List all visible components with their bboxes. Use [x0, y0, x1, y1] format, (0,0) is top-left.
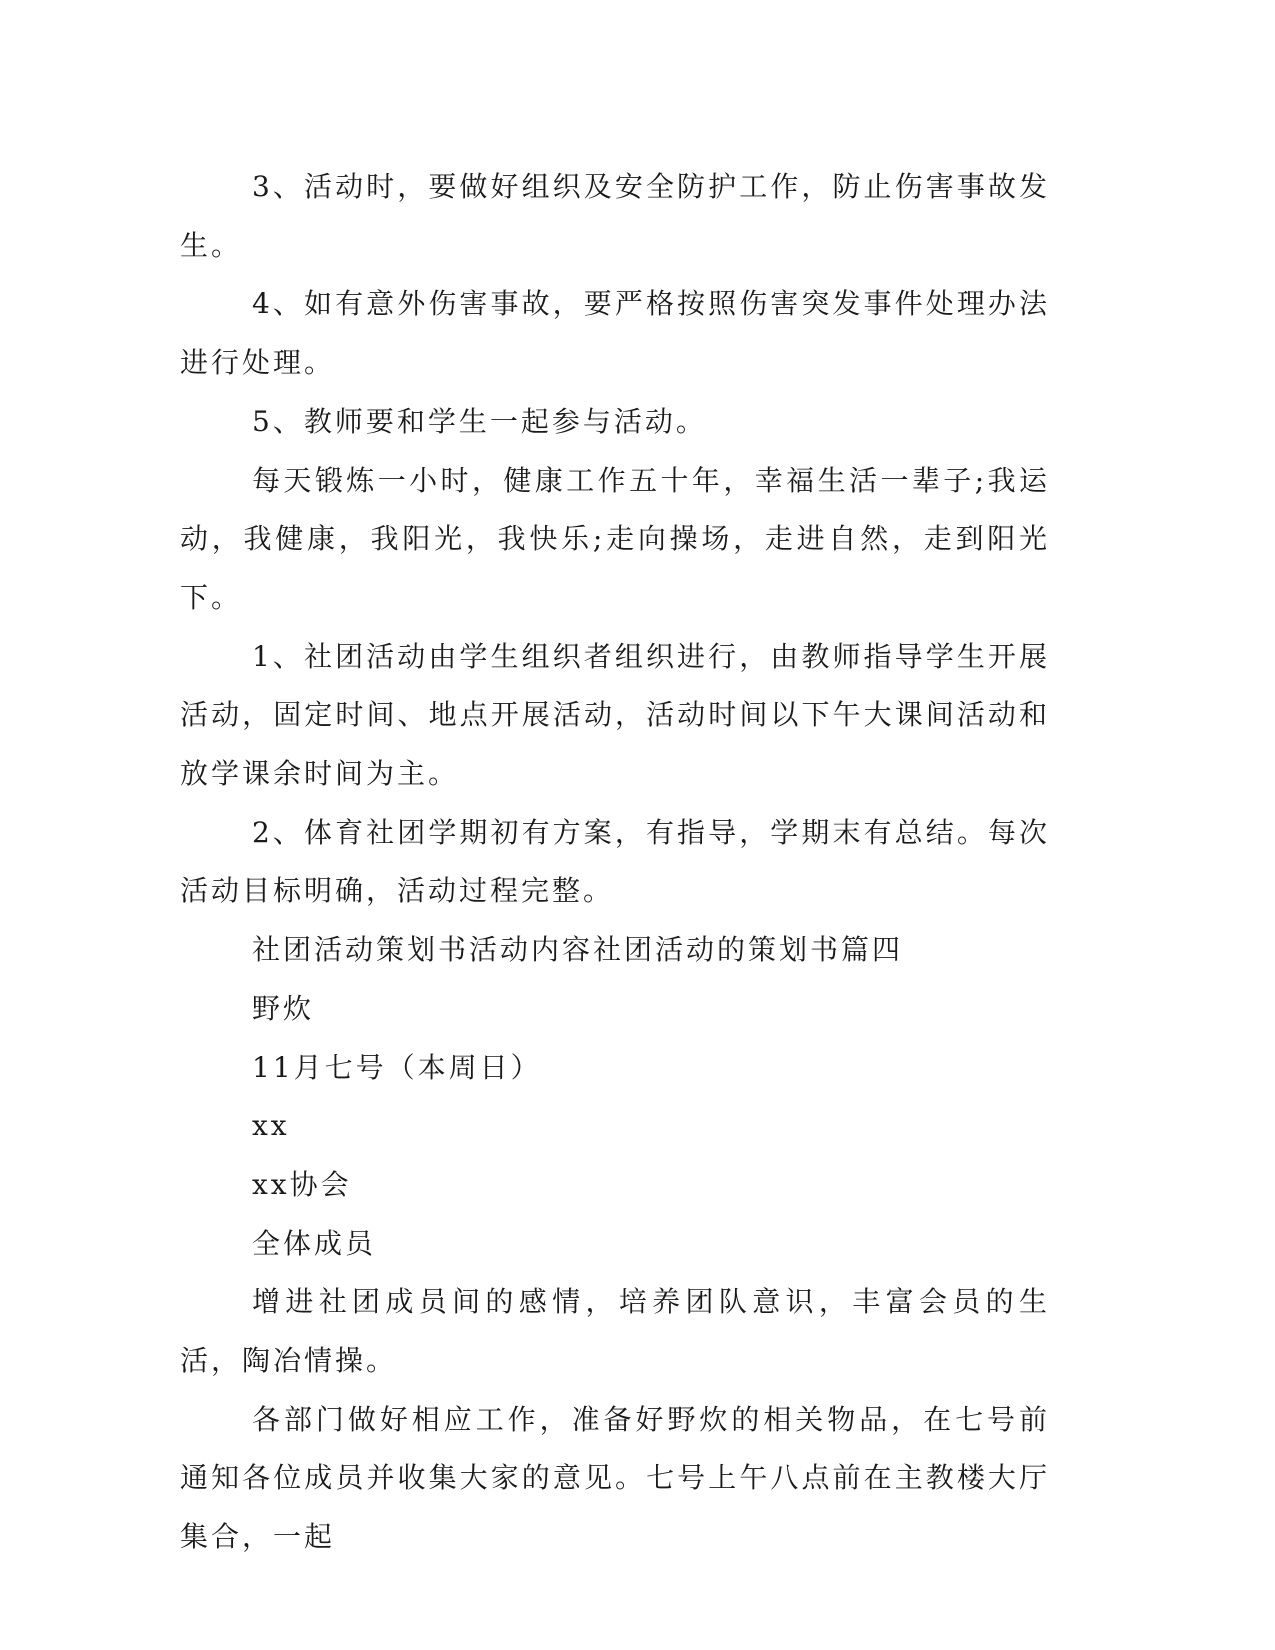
activity-location: xx — [252, 1109, 290, 1143]
rule-paragraph-2: 2、体育社团学期初有方案，有指导，学期末有总结。每次活动目标明确，活动过程完整。 — [180, 815, 1050, 908]
document-body — [180, 158, 1050, 1567]
activity-participants: 全体成员 — [252, 1226, 377, 1260]
activity-organizer: xx协会 — [252, 1167, 352, 1201]
paragraph-item-5: 5、教师要和学生一起参与活动。 — [252, 404, 707, 438]
paragraph-item-3: 3、活动时，要做好组织及安全防护工作，防止伤害事故发生。 — [180, 170, 1050, 262]
activity-preparation: 各部门做好相应工作，准备好野炊的相关物品，在七号前通知各位成员并收集大家的意见。七号上午八点前在主教楼大厅集合，一起 — [180, 1402, 1050, 1554]
paragraph-item-4: 4、如有意外伤害事故，要严格按照伤害突发事件处理办法进行处理。 — [180, 287, 1050, 380]
activity-name: 野炊 — [252, 991, 315, 1025]
activity-date: 11月七号（本周日） — [252, 1050, 542, 1084]
slogan-paragraph: 每天锻炼一小时，健康工作五十年，幸福生活一辈子;我运动，我健康，我阳光，我快乐;走向操场，走进自然，走到阳光下。 — [180, 463, 1050, 614]
activity-purpose: 增进社团成员间的感情，培养团队意识，丰富会员的生活，陶冶情操。 — [180, 1285, 1050, 1378]
section-heading: 社团活动策划书活动内容社团活动的策划书篇四 — [252, 933, 904, 967]
rule-paragraph-1: 1、社团活动由学生组织者组织进行，由教师指导学生开展活动，固定时间、地点开展活动，活动时间以下午大课间活动和放学课余时间为主。 — [180, 639, 1050, 791]
